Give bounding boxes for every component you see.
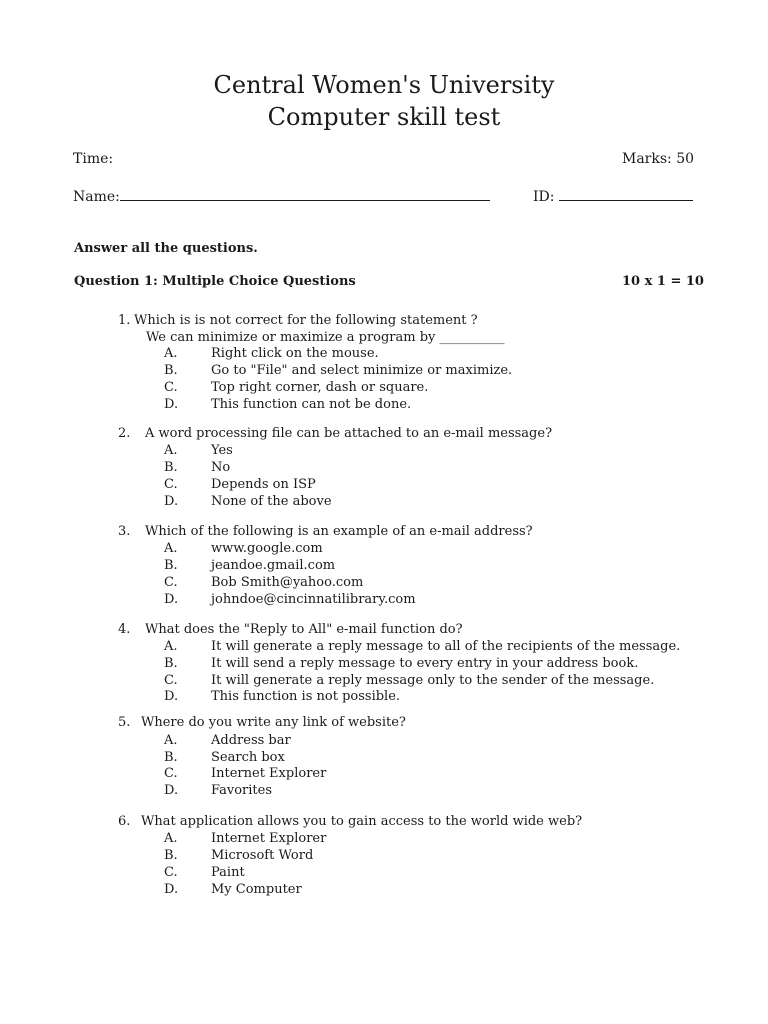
option-letter: C. [164,380,178,395]
option-text: This function can not be done. [211,397,412,412]
question-number: 5. [118,715,131,730]
option-letter: B. [164,750,178,765]
option-text: Address bar [211,733,291,748]
option-letter: B. [164,363,178,378]
option-letter: C. [164,766,178,781]
option-text: jeandoe.gmail.com [211,558,336,573]
option-text: Bob Smith@yahoo.com [211,575,364,590]
option-text: Search box [211,750,285,765]
question-text: What application allows you to gain access to the world wide web? [141,814,583,829]
name-blank-line[interactable] [120,186,490,201]
question-number: 1. [118,313,131,328]
option-letter: D. [164,783,179,798]
option-text: Favorites [211,783,273,798]
question-number: 6. [118,814,131,829]
question-text: Which is is not correct for the following statement ? [134,313,478,328]
question-text: A word processing file can be attached to an e-mail message? [145,426,553,441]
time-label: Time: [73,151,114,167]
option-text: It will generate a reply message only to the sender of the message. [211,673,655,688]
option-letter: D. [164,592,179,607]
option-letter: D. [164,397,179,412]
section-marks: 10 x 1 = 10 [622,274,704,289]
option-letter: D. [164,494,179,509]
option-letter: C. [164,673,178,688]
option-letter: B. [164,848,178,863]
section-title: Question 1: Multiple Choice Questions [74,274,356,289]
option-letter: A. [164,639,178,654]
option-letter: A. [164,831,178,846]
option-letter: A. [164,346,178,361]
option-text: It will generate a reply message to all of the recipients of the message. [211,639,681,654]
option-letter: C. [164,575,178,590]
question-text: What does the "Reply to All" e-mail function do? [145,622,463,637]
option-text: Paint [211,865,245,880]
option-letter: B. [164,460,178,475]
question-number: 3. [118,524,131,539]
option-text: Internet Explorer [211,831,327,846]
option-letter: D. [164,689,179,704]
option-text: This function is not possible. [211,689,401,704]
option-text: Top right corner, dash or square. [211,380,429,395]
name-field[interactable] [73,186,490,206]
option-letter: B. [164,558,178,573]
option-text: My Computer [211,882,302,897]
instructions: Answer all the questions. [74,241,258,256]
question-text: Where do you write any link of website? [141,715,406,730]
marks-label: Marks: 50 [622,151,695,167]
option-letter: D. [164,882,179,897]
option-text: Internet Explorer [211,766,327,781]
option-text: None of the above [211,494,332,509]
option-text: Microsoft Word [211,848,314,863]
option-text: Go to "File" and select minimize or maximize. [211,363,513,378]
question-text: Which of the following is an example of an e-mail address? [145,524,533,539]
university-title: Central Women's University [213,71,555,99]
option-letter: C. [164,865,178,880]
option-text: johndoe@cincinnatilibrary.com [211,592,416,607]
test-title: Computer skill test [267,103,501,131]
option-text: Yes [211,443,233,458]
question-number: 4. [118,622,131,637]
option-text: Right click on the mouse. [211,346,379,361]
id-field[interactable] [533,186,693,206]
id-label: ID: [533,189,555,205]
option-letter: B. [164,656,178,671]
option-text: www.google.com [211,541,323,556]
id-blank-line[interactable] [559,186,693,201]
name-label: Name: [73,189,120,205]
option-text: It will send a reply message to every entry in your address book. [211,656,639,671]
option-letter: C. [164,477,178,492]
question-number: 2. [118,426,131,441]
option-letter: A. [164,541,178,556]
option-letter: A. [164,443,178,458]
option-letter: A. [164,733,178,748]
option-text: Depends on ISP [211,477,316,492]
option-text: No [211,460,231,475]
question-subtext: We can minimize or maximize a program by __________ [146,330,505,345]
